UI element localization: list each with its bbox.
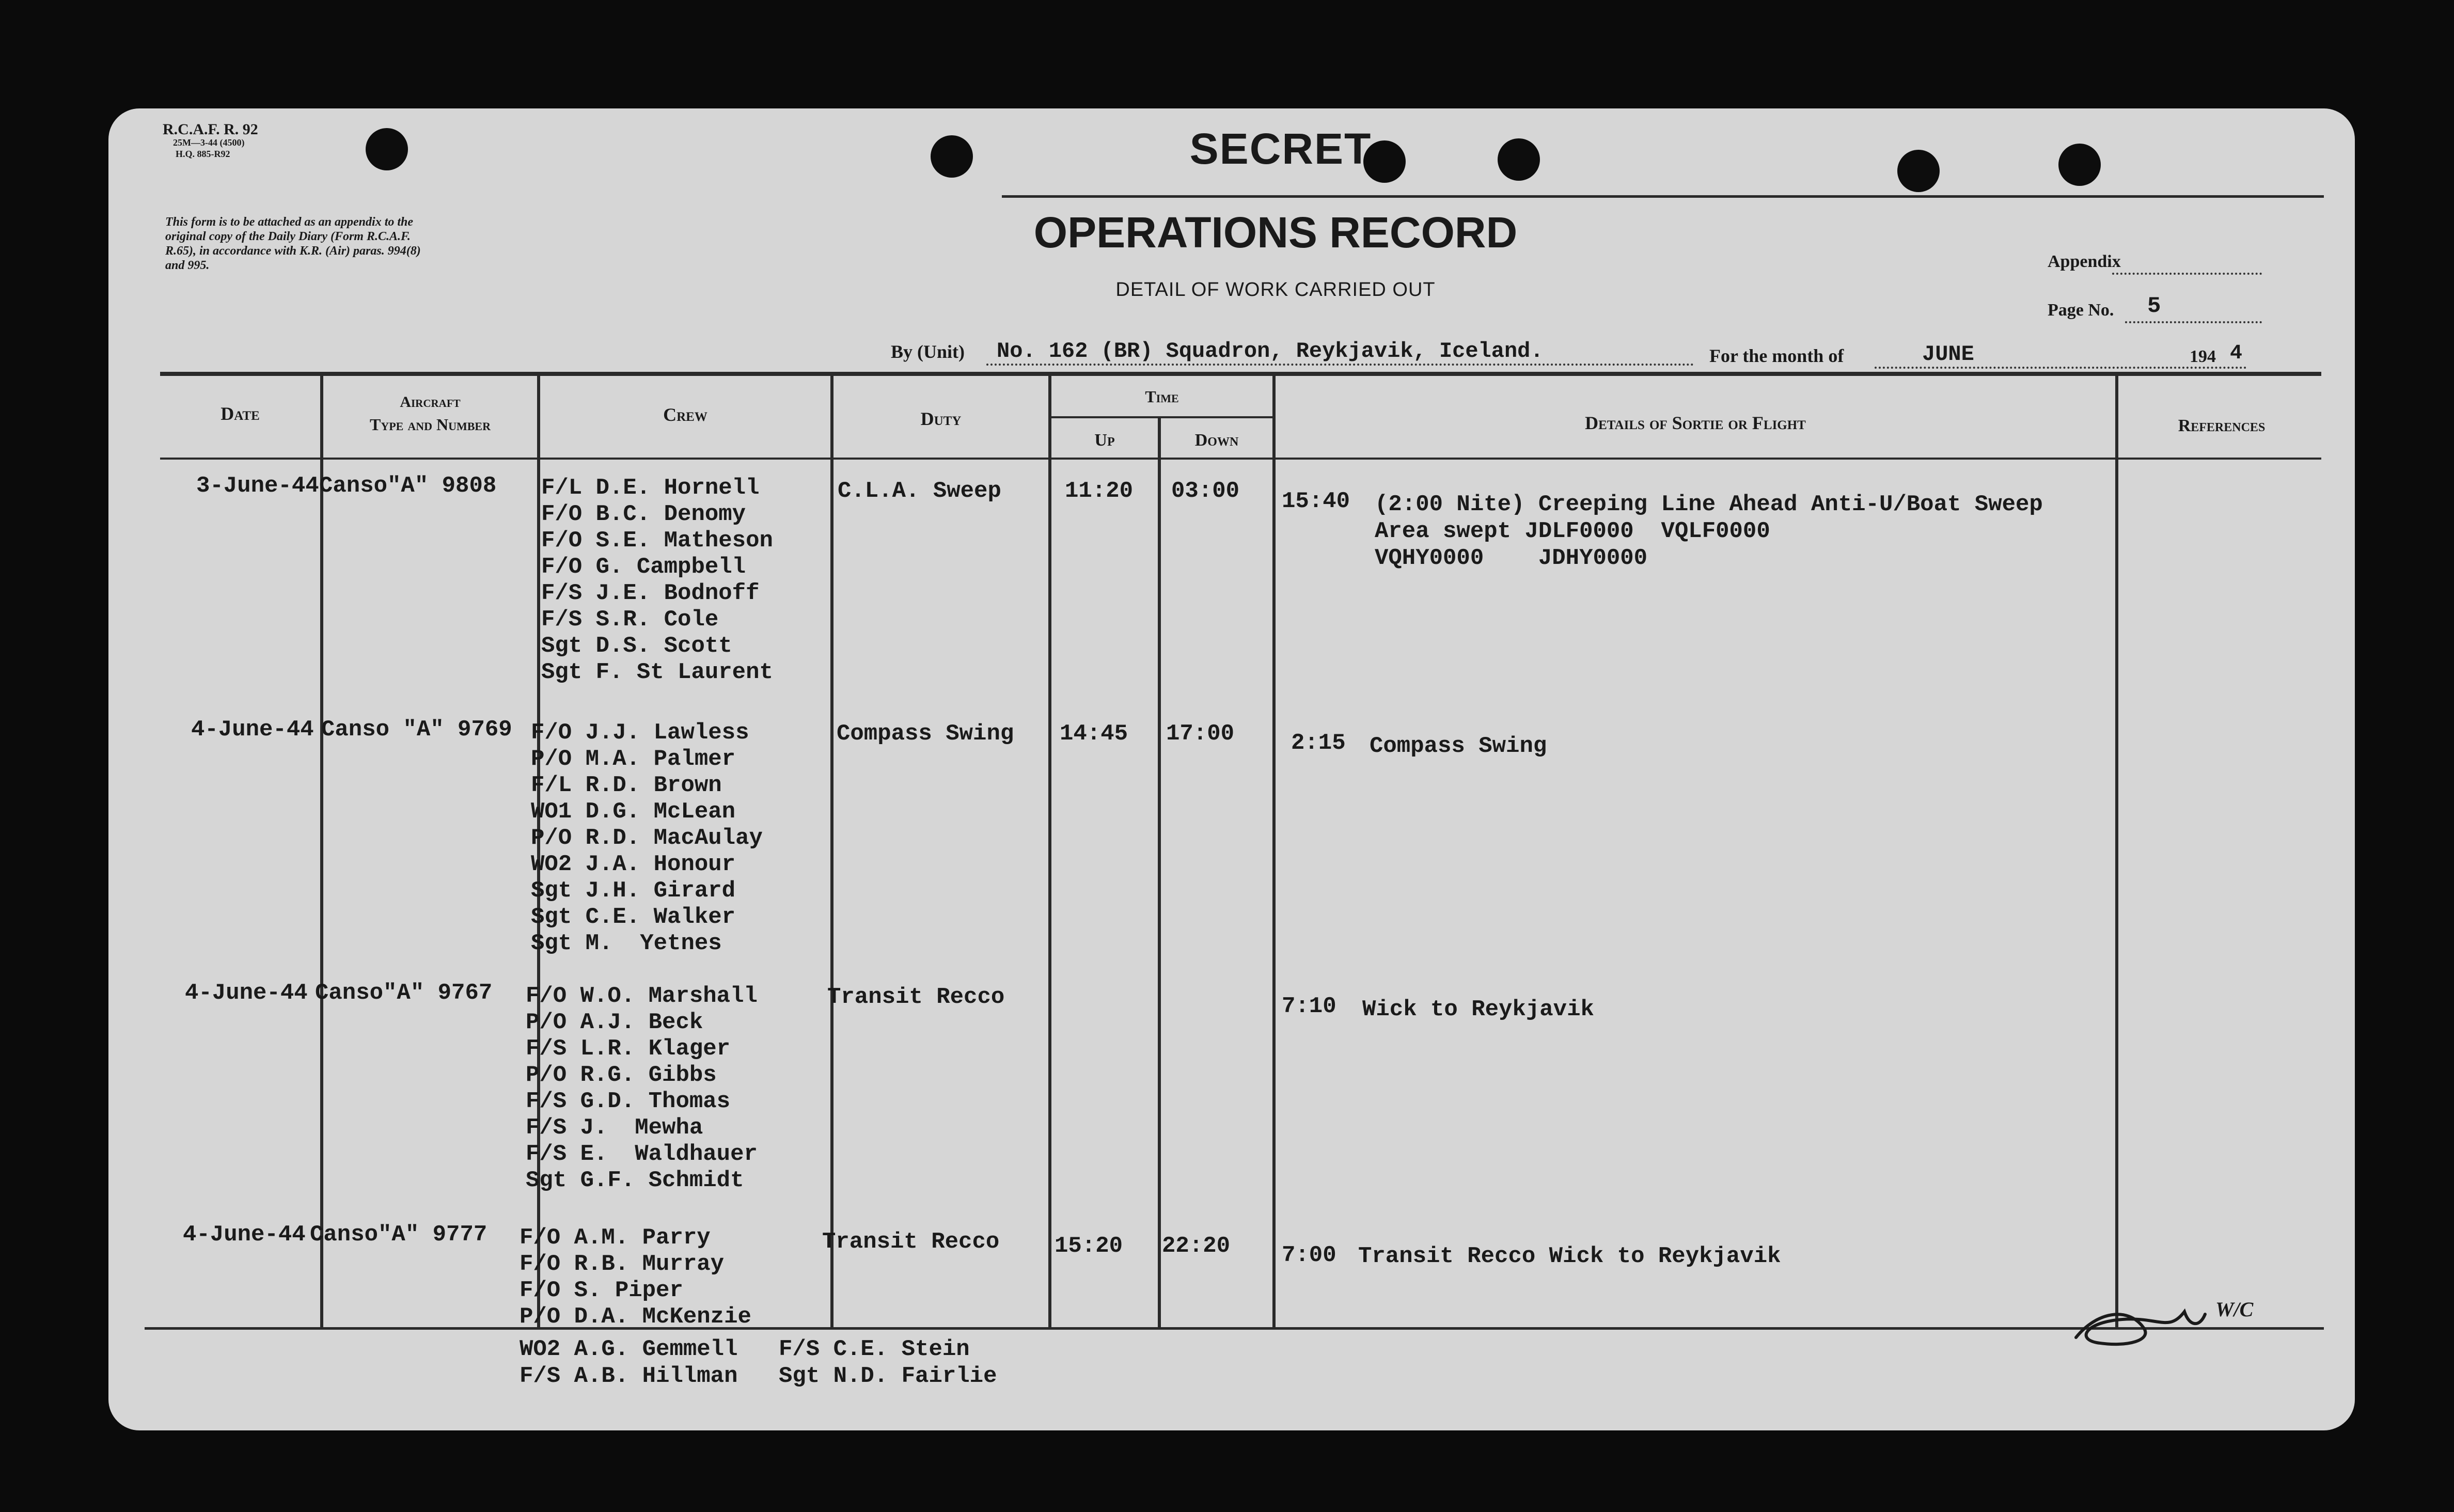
- entry-time-up: 11:20: [1065, 478, 1134, 504]
- entry-date: 4-June-44: [183, 1222, 306, 1248]
- crew-member: P/O M.A. Palmer: [531, 746, 736, 772]
- column-header-duty: Duty: [920, 408, 962, 429]
- entry-time-up: 14:45: [1060, 721, 1128, 747]
- time-split-rule: [1049, 416, 1274, 418]
- punch-hole: [366, 128, 408, 170]
- column-header-up: Up: [1094, 431, 1115, 450]
- column-header-date: Date: [221, 403, 260, 424]
- month-label: For the month of: [1709, 345, 1844, 366]
- col-divider: [1272, 374, 1276, 1329]
- month-value: JUNE: [1922, 342, 1974, 367]
- entry-flight-time: 7:10: [1282, 994, 1336, 1019]
- signature-rank: W/C: [2215, 1298, 2254, 1321]
- entry-detail-line: Area swept JDLF0000 VQLF0000: [1375, 518, 1770, 544]
- entry-flight-time: 2:15: [1291, 730, 1346, 756]
- column-header-aircraft: Aircraft: [400, 393, 461, 411]
- col-divider: [1048, 374, 1051, 1329]
- crew-member: F/O G. Campbell: [541, 554, 746, 580]
- unit-line: [986, 364, 1694, 366]
- entry-detail-line: VQHY0000 JDHY0000: [1375, 545, 1648, 571]
- column-header-down: Down: [1194, 431, 1239, 450]
- table-bottom-rule: [145, 1327, 2324, 1330]
- column-header-aircraft-type: Type and Number: [369, 415, 491, 434]
- crew-member: F/O S.E. Matheson: [541, 528, 773, 554]
- crew-member: Sgt D.S. Scott: [541, 633, 732, 659]
- crew-member: F/S G.D. Thomas: [526, 1089, 731, 1114]
- crew-member: Sgt M. Yetnes: [531, 931, 722, 956]
- punch-hole: [1897, 150, 1940, 192]
- page-number-line: [2125, 321, 2262, 323]
- unit-value: No. 162 (BR) Squadron, Reykjavik, Iceland.: [997, 339, 1544, 364]
- column-header-references: References: [2178, 416, 2266, 435]
- entry-date: 3-June-44: [196, 473, 319, 499]
- crew-member: Sgt C.E. Walker: [531, 904, 736, 930]
- crew-member: WO1 D.G. McLean: [531, 799, 736, 825]
- entry-time-down: 22:20: [1162, 1233, 1231, 1259]
- crew-member: F/O B.C. Denomy: [541, 501, 746, 527]
- entry-duty: Transit Recco: [822, 1229, 1000, 1255]
- entry-duty: Compass Swing: [837, 721, 1014, 747]
- crew-list: [520, 1225, 751, 1330]
- unit-label: By (Unit): [891, 341, 965, 362]
- entry-date: 4-June-44: [185, 980, 308, 1006]
- crew-member: F/S L.R. Klager: [526, 1036, 731, 1062]
- crew-member: F/S C.E. Stein: [779, 1336, 970, 1362]
- crew-list: [526, 983, 758, 1194]
- col-divider: [320, 374, 323, 1329]
- attachment-note: This form is to be attached as an appendix to the original copy of the Daily Diary (Form R.C.A.F. R.65), in accordance with K.R. (Air) paras. 994(8) and 995.: [165, 215, 421, 272]
- crew-member: F/S E. Waldhauer: [526, 1141, 758, 1167]
- punch-hole: [2058, 144, 2101, 186]
- form-number: R.C.A.F. R. 92: [163, 121, 258, 138]
- entry-aircraft: Canso"A" 9767: [315, 980, 493, 1006]
- crew-member: F/S S.R. Cole: [541, 607, 719, 633]
- column-header-time: Time: [1145, 387, 1179, 406]
- crew-member: F/S J.E. Bodnoff: [541, 580, 760, 606]
- entry-aircraft: Canso "A" 9769: [321, 717, 512, 743]
- column-header-crew: Crew: [663, 404, 707, 425]
- crew-list: [541, 475, 773, 686]
- signature: [2066, 1291, 2262, 1353]
- crew-member: P/O R.D. MacAulay: [531, 825, 763, 851]
- crew-list: [531, 720, 763, 957]
- entry-time-down: 17:00: [1166, 721, 1235, 747]
- print-code: 25M—3-44 (4500): [173, 137, 245, 148]
- entry-flight-time: 15:40: [1282, 489, 1350, 514]
- crew-member: F/L R.D. Brown: [531, 773, 722, 798]
- crew-member: Sgt J.H. Girard: [531, 878, 736, 904]
- crew-member: F/O A.M. Parry: [520, 1225, 711, 1251]
- punch-hole: [931, 135, 973, 178]
- crew-member: F/L D.E. Hornell: [541, 475, 760, 501]
- crew-member: P/O R.G. Gibbs: [526, 1062, 717, 1088]
- header-top-rule: [160, 372, 2321, 376]
- crew-member: WO2 A.G. Gemmell: [520, 1336, 738, 1362]
- col-divider: [2115, 374, 2118, 1329]
- column-header-details: Details of Sortie or Flight: [1585, 413, 1806, 433]
- entry-time-up: 15:20: [1055, 1233, 1123, 1259]
- operations-record-form: [108, 108, 2355, 1430]
- year-prefix: 194: [2190, 347, 2216, 366]
- crew-member: F/O S. Piper: [520, 1278, 683, 1303]
- crew-member: P/O A.J. Beck: [526, 1010, 703, 1035]
- entry-aircraft: Canso"A" 9777: [310, 1222, 487, 1248]
- year-suffix: 4: [2230, 342, 2243, 365]
- crew-member: F/O J.J. Lawless: [531, 720, 749, 746]
- crew-member: F/S A.B. Hillman: [520, 1363, 738, 1389]
- entry-time-down: 03:00: [1171, 478, 1240, 504]
- hq-code: H.Q. 885-R92: [176, 149, 230, 159]
- page-subtitle: DETAIL OF WORK CARRIED OUT: [1115, 279, 1436, 301]
- entry-duty: C.L.A. Sweep: [838, 478, 1001, 504]
- secret-stamp: SECRET: [1189, 124, 1372, 173]
- crew-member: Sgt G.F. Schmidt: [526, 1168, 744, 1193]
- entry-flight-time: 7:00: [1282, 1242, 1336, 1268]
- crew-member: Sgt N.D. Fairlie: [779, 1363, 997, 1389]
- entry-detail-line: (2:00 Nite) Creeping Line Ahead Anti-U/Boat Sweep: [1375, 492, 2043, 517]
- page-number: 5: [2147, 293, 2161, 319]
- entry-duty: Transit Recco: [827, 984, 1005, 1010]
- month-line: [1875, 367, 2246, 369]
- entry-detail-line: Compass Swing: [1370, 733, 1547, 759]
- appendix-label: Appendix: [2048, 252, 2121, 271]
- header-bottom-rule: [160, 458, 2321, 460]
- crew-member: WO2 J.A. Honour: [531, 852, 736, 877]
- entry-date: 4-June-44: [191, 717, 314, 743]
- crew-member: Sgt F. St Laurent: [541, 659, 773, 685]
- crew-member: P/O D.A. McKenzie: [520, 1304, 751, 1330]
- crew-member: F/O R.B. Murray: [520, 1251, 725, 1277]
- entry-aircraft: Canso"A" 9808: [319, 473, 497, 499]
- page-number-label: Page No.: [2048, 301, 2114, 320]
- crew-member: F/O W.O. Marshall: [526, 983, 758, 1009]
- entry-detail-line: Wick to Reykjavik: [1362, 997, 1594, 1022]
- col-divider: [830, 374, 833, 1329]
- crew-member: F/S J. Mewha: [526, 1115, 703, 1141]
- page-title: OPERATIONS RECORD: [1033, 208, 1518, 257]
- appendix-line: [2112, 273, 2262, 275]
- col-divider: [1158, 417, 1161, 1329]
- top-rule: [1002, 195, 2324, 198]
- entry-detail-line: Transit Recco Wick to Reykjavik: [1358, 1243, 1781, 1269]
- punch-hole: [1498, 138, 1540, 181]
